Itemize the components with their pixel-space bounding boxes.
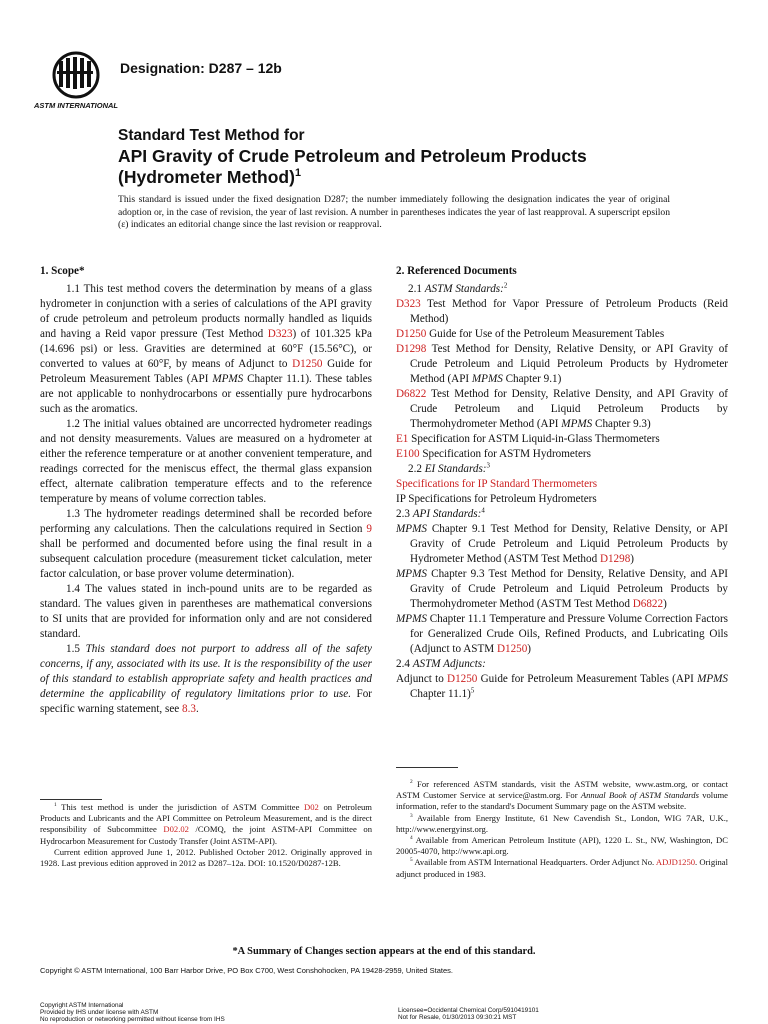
text: Adjunct to (396, 673, 448, 686)
left-column (40, 264, 372, 717)
ref-d1250 (396, 327, 728, 342)
link-e1[interactable]: E1 (396, 433, 409, 446)
subsection-2-4 (396, 657, 728, 672)
ref-mpms-9-1 (396, 522, 728, 567)
text: Chapter 9.1 Test Method for Density, Relative Density, or API Gravity of Crude Petroleum and Liquid Petroleum Products by Hydrometer Method (ASTM Test Method (410, 523, 728, 566)
text-italic: MPMS (697, 673, 728, 686)
link-section-9[interactable]: 9 (366, 523, 372, 536)
text: /COMQ, the joint ASTM-API Committee on Hydrocarbon Measurement for Custody Transfer (Joint ASTM-API). (40, 824, 372, 846)
text: Chapter 11.1 Temperature and Pressure Volume Correction Factors for Generalized Crude Oils, Refined Products, and Lubricating Oils (Adjunct to ASTM (410, 613, 729, 656)
footnote-mark: 5 (410, 857, 413, 864)
designation: Designation: D287 – 12b (120, 60, 282, 76)
paragraph-1-5 (40, 642, 372, 717)
title-line-3-text: (Hydrometer Method) (118, 167, 295, 187)
text: 1.1 This test method covers the determination by means of a glass hydrometer in conjunction with a series of calculations of the API gravity of crude petroleum and petroleum products normally handled as liquids and having a Reid vapor pressure (Test Method (40, 283, 372, 341)
text: 2.4 (396, 658, 413, 671)
summary-of-changes-note: *A Summary of Changes section appears at the end of this standard. (232, 946, 536, 957)
text-italic: API Standards: (412, 508, 482, 521)
text: . Original adjunct produced in 1983. (396, 857, 729, 879)
astm-logo (33, 50, 119, 112)
text: 1.5 (66, 643, 86, 656)
text: For referenced ASTM standards, visit the ASTM website, www.astm.org, or contact ASTM Customer Service at service@astm.org. For (396, 779, 728, 801)
text: on Petroleum Products and Lubricants and the API Committee on Petroleum Measurement, and is the direct responsibility of Subcommittee (40, 802, 372, 835)
ref-adjunct (396, 672, 728, 702)
text: Chapter 9.1) (502, 373, 562, 386)
text: 2.2 (408, 463, 425, 476)
text: Chapter 11.1) (410, 688, 471, 701)
text: ) (663, 598, 667, 611)
text: . (195, 703, 199, 716)
title-line-3 (118, 167, 678, 188)
paragraph-1-3 (40, 507, 372, 582)
paragraph-1-1 (40, 282, 372, 417)
ref-e1 (396, 432, 728, 447)
footnote-mark: 5 (470, 687, 475, 695)
license-line: Copyright ASTM International (40, 1002, 124, 1009)
footnote-3 (396, 813, 728, 835)
text: Available from American Petroleum Institute (API), 1220 L. St., NW, Washington, DC 20005-4070, http://www.api.org. (396, 835, 728, 857)
text: Available from Energy Institute, 61 New Cavendish St., London, WIG 7AR, U.K., http://www.energyinst.org. (396, 812, 728, 834)
footnote-4 (396, 835, 728, 857)
ref-mpms-11-1 (396, 612, 728, 657)
text: Specification for ASTM Liquid-in-Glass Thermometers (408, 433, 660, 446)
text: Test Method for Vapor Pressure of Petroleum Products (Reid Method) (410, 298, 728, 326)
link-ip-thermometers[interactable]: Specifications for IP Standard Thermometers (396, 478, 598, 491)
license-line: Provided by IHS under license with ASTM (40, 1009, 159, 1016)
text: Guide for Petroleum Measurement Tables (API (40, 358, 372, 386)
logo-wordmark: ASTM INTERNATIONAL (33, 101, 119, 110)
text: ) of 101.325 kPa (14.696 psi) or less. Gravities are determined at 60°F (15.56°C), or converted to values at 60°F, by means of Adjunct to (40, 328, 373, 371)
text: This test method is under the jurisdiction of ASTM Committee (56, 802, 305, 812)
paragraph-1-2: 1.2 The initial values obtained are uncorrected hydrometer readings and not density measurements. Values are measured on a hydrometer at either the reference temperature or at another convenient temperature, and readings corrected for the meniscus effect, the thermal glass expansion effect, alternate calibration temperature effects and to the reference temperature by means of volume correction tables. (40, 418, 372, 506)
text: For specific warning statement, see (40, 688, 373, 716)
footnote-mark: 3 (486, 462, 490, 470)
footnote-mark: 3 (410, 812, 413, 819)
link-d1250[interactable]: D1250 (447, 673, 478, 686)
text: Available from ASTM International Headquarters. Order Adjunct No. (412, 857, 656, 868)
subsection-2-1 (408, 282, 728, 297)
text-italic: MPMS (212, 373, 244, 386)
footnote-2 (396, 779, 728, 813)
title-block (118, 126, 678, 188)
text: volume information, refer to the standard's Document Summary page on the ASTM website. (396, 790, 728, 812)
text-italic: MPMS (396, 523, 427, 536)
footnote-5 (396, 857, 728, 879)
resale-line: Not for Resale, 01/30/2013 09:30:21 MST (398, 1014, 517, 1021)
section-heading-scope: 1. Scope* (40, 265, 85, 277)
section-heading-referenced-documents: 2. Referenced Documents (396, 265, 517, 277)
link-d1250[interactable]: D1250 (496, 643, 528, 656)
ref-d323 (396, 297, 728, 327)
footnote-1-edition: Current edition approved June 1, 2012. Published October 2012. Originally approved in 1928. Last previous edition approved in 2012 as D287–12a. DOI: 10.1520/D0287-12B. (40, 846, 372, 869)
issuance-note: This standard is issued under the fixed designation D287; the number immediately following the designation indicates the year of original adoption or, in the case of revision, the year of last revision. A number in parentheses indicates the year of last reapproval. A superscript epsilon (ε) indicates an editorial change since the last revision or reapproval. (118, 194, 670, 230)
text: Test Method for Density, Relative Density, and API Gravity of Crude Petroleum and Liquid Petroleum Products by Thermohydrometer Method (API (410, 388, 728, 431)
footnote-mark: 4 (481, 507, 485, 515)
link-d1250[interactable]: D1250 (396, 328, 427, 341)
text-italic: MPMS (561, 418, 593, 431)
footnote-rule (40, 799, 102, 800)
text: Chapter 9.3 Test Method for Density, Relative Density, and API Gravity of Crude Petroleum and Liquid Petroleum Products by Thermohydrometer Method (ASTM Test Method (410, 568, 728, 611)
text: Guide for Petroleum Measurement Tables (API (477, 673, 698, 686)
subsection-2-3 (396, 507, 728, 522)
footnote-mark: 2 (410, 779, 413, 786)
right-column (396, 264, 728, 702)
link-e100[interactable]: E100 (396, 448, 420, 461)
footnotes-right (396, 779, 728, 880)
text: Test Method for Density, Relative Density, or API Gravity of Crude Petroleum and Liquid Petroleum Products by Hydrometer Method (API (410, 343, 728, 386)
license-line: No reproduction or networking permitted without license from IHS (40, 1016, 225, 1023)
link-d6822[interactable]: D6822 (632, 598, 664, 611)
ref-e100 (396, 447, 728, 462)
footnote-1 (40, 802, 372, 847)
text: 2.1 (408, 283, 425, 296)
ref-ip-hydrometers: IP Specifications for Petroleum Hydrometers (396, 493, 597, 506)
link-d1250[interactable]: D1250 (292, 358, 323, 371)
footnote-mark: 4 (410, 835, 413, 842)
text: 1.3 The hydrometer readings determined shall be recorded before performing any calculations. Then the calculations required in Section (40, 508, 372, 536)
footnote-mark: 2 (503, 282, 508, 290)
text-italic: MPMS (396, 613, 427, 626)
subsection-2-2 (408, 462, 728, 477)
licensee-line: Licensee=Occidental Chemical Corp/5910419101 (398, 1007, 539, 1014)
text: ) (527, 643, 532, 656)
link-d1298[interactable]: D1298 (599, 553, 631, 566)
title-footnote-mark: 1 (294, 167, 301, 180)
ref-d6822 (396, 387, 728, 432)
link-adjd1250[interactable]: ADJD1250 (655, 857, 696, 868)
text-italic: EI Standards: (424, 463, 487, 476)
title-line-2: API Gravity of Crude Petroleum and Petroleum Products (118, 146, 587, 166)
text: Chapter 9.3) (592, 418, 651, 431)
ref-d1298 (396, 342, 728, 387)
text-italic: MPMS (471, 373, 503, 386)
ref-mpms-9-3 (396, 567, 728, 612)
footnotes-left (40, 802, 372, 869)
link-d323[interactable]: D323 (396, 298, 421, 311)
text-italic: ASTM Standards: (424, 283, 504, 296)
paragraph-1-4: 1.4 The values stated in inch-pound units are to be regarded as standard. The values given in parentheses are mathematical conversions to SI units that are provided for information only and are not considered standard. (40, 583, 372, 641)
footnote-mark: 1 (54, 802, 57, 809)
copyright-line: Copyright © ASTM International, 100 Barr Harbor Drive, PO Box C700, West Conshohocken, PA 19428-2959, United States. (40, 966, 453, 975)
link-d1298[interactable]: D1298 (396, 343, 427, 356)
footnote-rule (396, 767, 458, 768)
link-8-3[interactable]: 8.3 (182, 703, 196, 716)
text: shall be performed and documented before using the final result in a subsequent calculation procedure (measurement ticket calculation, meter factor calculation, or base prover volume determination). (40, 538, 372, 581)
title-line-1: Standard Test Method for (118, 127, 305, 144)
safety-statement: This standard does not purport to address all of the safety concerns, if any, associated with its use. It is the responsibility of the user of this standard to establish appropriate safety and health practices and determine the applicability of regulatory limitations prior to use. (40, 643, 372, 701)
text-italic: Annual Book of ASTM Standards (580, 790, 699, 801)
text-italic: MPMS (396, 568, 427, 581)
link-d323[interactable]: D323 (267, 328, 293, 341)
text: Chapter 11.1). These tables are not applicable to nonhydrocarbons or essentially pure hydrocarbons such as the aromatics. (40, 373, 372, 416)
text-italic: ASTM Adjuncts: (412, 658, 486, 671)
text: Specification for ASTM Hydrometers (419, 448, 591, 461)
link-d02-02[interactable]: D02.02 (163, 824, 189, 835)
text: 2.3 (396, 508, 413, 521)
text: Guide for Use of the Petroleum Measurement Tables (426, 328, 665, 341)
link-d02[interactable]: D02 (304, 802, 319, 812)
link-d6822[interactable]: D6822 (396, 388, 427, 401)
text: ) (630, 553, 634, 566)
